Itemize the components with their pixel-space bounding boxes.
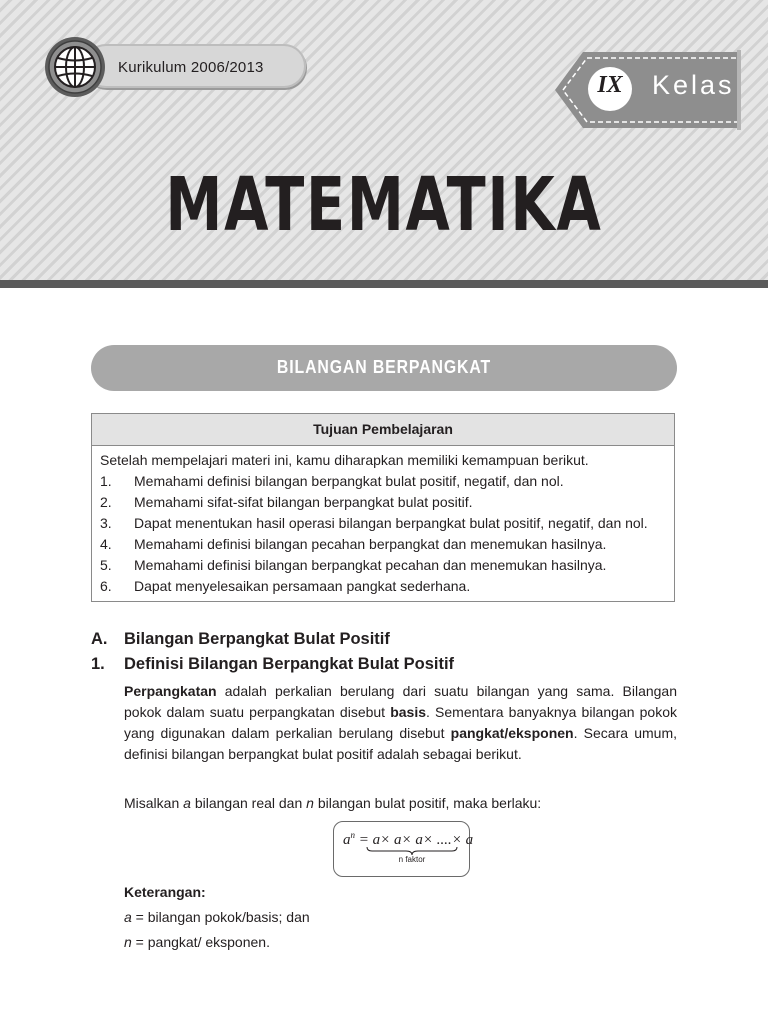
keterangan-a: [124, 909, 310, 925]
objective-item: [100, 471, 666, 492]
objective-number: 2.: [100, 494, 112, 510]
objective-text: Dapat menyelesaikan persamaan pangkat sederhana.: [134, 578, 471, 594]
definition-text: adalah perkalian berulang dari suatu bilangan yang sama. Bilangan pokok dalam suatu perpangkatan disebut: [124, 683, 677, 720]
objective-text: Dapat menentukan hasil operasi bilangan berpangkat bulat positif, negatif, dan nol.: [134, 515, 648, 531]
formula-rhs: = a× a× a× ....× a: [355, 832, 474, 848]
objective-text: Memahami definisi bilangan berpangkat bulat positif, negatif, dan nol.: [134, 473, 564, 489]
term-pangkat-eksponen: pangkat/eksponen: [450, 725, 574, 741]
subsection-title: Definisi Bilangan Berpangkat Bulat Positif: [124, 655, 455, 673]
objective-text: Memahami definisi bilangan pecahan berpangkat dan menemukan hasilnya.: [134, 536, 607, 552]
premise-paragraph: [124, 793, 677, 814]
globe-icon: [44, 36, 106, 98]
premise-text: bilangan bulat positif, maka berlaku:: [313, 795, 542, 811]
section-title: Bilangan Berpangkat Bulat Positif: [124, 630, 390, 648]
objective-number: 1.: [100, 473, 112, 489]
definition-paragraph: [124, 681, 677, 765]
variable-a: a: [183, 795, 191, 811]
underbrace-label: n faktor: [398, 855, 426, 864]
premise-text: bilangan real dan: [190, 795, 307, 811]
objective-item: [100, 576, 666, 597]
chapter-title: BILANGAN BERPANGKAT: [276, 357, 492, 377]
objective-text: Memahami sifat-sifat bilangan berpangkat bulat positif.: [134, 494, 473, 510]
formula-base: a: [343, 832, 351, 848]
definition-text: . Sementara banyaknya bilangan pokok yang digunakan dalam perkalian berulang disebut: [124, 704, 677, 741]
curriculum-label: Kurikulum 2006/2013: [118, 59, 264, 76]
objective-number: 4.: [100, 536, 112, 552]
formula-exponent: n: [350, 830, 355, 840]
variable-n: n: [306, 795, 314, 811]
section-number: A.: [91, 630, 108, 648]
objective-item: [100, 492, 666, 513]
objective-item: [100, 555, 666, 576]
subject-title: MATEMATIKA: [165, 162, 603, 248]
premise-text: Misalkan: [124, 795, 184, 811]
objectives-heading: Tujuan Pembelajaran: [92, 414, 674, 446]
grade-number: IX: [597, 72, 623, 98]
objectives-intro: Setelah mempelajari materi ini, kamu diharapkan memiliki kemampuan berikut.: [100, 452, 589, 468]
objective-item: [100, 534, 666, 555]
learning-objectives-box: [91, 413, 675, 602]
grade-label: Kelas: [652, 70, 735, 100]
keterangan-n: [124, 934, 270, 950]
keterangan-heading: [124, 884, 206, 900]
objective-number: 5.: [100, 557, 112, 573]
objective-number: 3.: [100, 515, 112, 531]
objective-item: [100, 513, 666, 534]
subsection-1-heading: [91, 655, 454, 674]
objectives-body: [92, 446, 674, 597]
keterangan-a-text: = bilangan pokok/basis; dan: [131, 909, 310, 925]
term-perpangkatan: Perpangkatan: [124, 683, 217, 699]
variable-a: a: [124, 909, 132, 925]
subsection-number: 1.: [91, 655, 105, 673]
definition-text: . Secara umum, definisi bilangan berpangkat bulat positif adalah sebagai berikut.: [124, 725, 677, 762]
objective-text: Memahami definisi bilangan berpangkat pecahan dan menemukan hasilnya.: [134, 557, 607, 573]
objective-number: 6.: [100, 578, 112, 594]
term-basis: basis: [390, 704, 427, 720]
keterangan-n-text: = pangkat/ eksponen.: [131, 934, 270, 950]
banner-divider: [0, 280, 768, 288]
keterangan-title: Keterangan:: [124, 884, 206, 900]
variable-n: n: [124, 934, 132, 950]
section-a-heading: [91, 630, 390, 649]
